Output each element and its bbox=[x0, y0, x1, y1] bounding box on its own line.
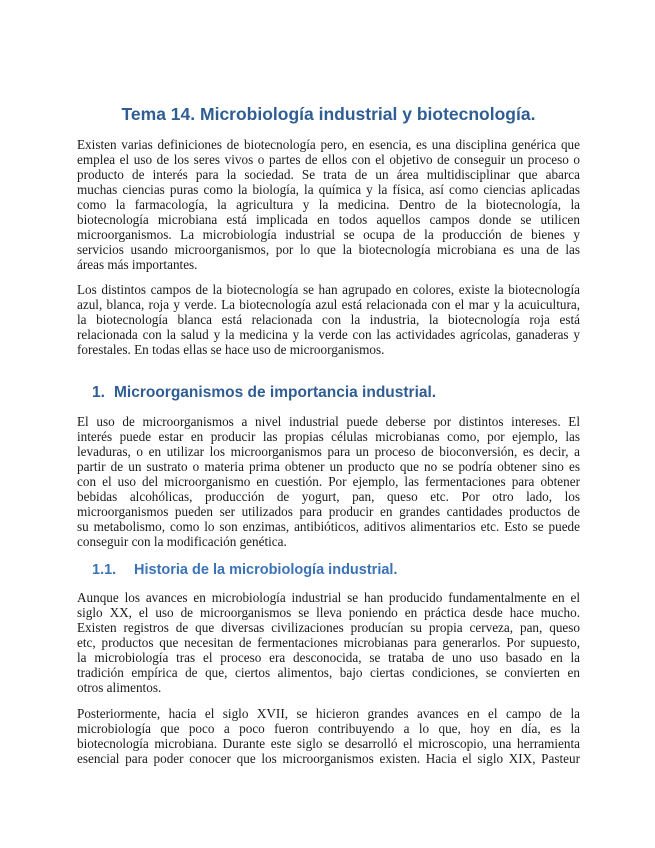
text-line: servicios usando microorganismos, por lo que la biotecnología microbiana es una de las bbox=[77, 242, 580, 257]
section-title: Microorganismos de importancia industrial. bbox=[114, 384, 437, 401]
text-line: azul, blanca, roja y verde. La biotecnología azul está relacionada con el mar y la acuicultura, bbox=[77, 297, 580, 312]
paragraph-history bbox=[77, 590, 580, 695]
text-line: producto de interés para la sociedad. Se trata de un área multidisciplinar que abarca bbox=[77, 167, 580, 182]
text-line: emplea el uso de los seres vivos o partes de ellos con el objetivo de conseguir un proceso o bbox=[77, 152, 580, 167]
section-number: 1.1. bbox=[92, 562, 117, 578]
text-line: levaduras, o en utilizar los microorganismos para un proceso de bioconversión, es decir, a bbox=[77, 444, 580, 459]
text-line: Los distintos campos de la biotecnología se han agrupado en colores, existe la biotecnología bbox=[77, 282, 580, 297]
text-line: esencial para poder conocer que los microorganismos existen. Hacia el siglo XIX, Pasteur bbox=[77, 751, 580, 766]
text-line: microorganismos. La microbiología industrial se ocupa de la producción de bienes y bbox=[77, 227, 580, 242]
text-line: forestales. En todas ellas se hace uso de microorganismos. bbox=[77, 342, 385, 357]
section-heading-1-1 bbox=[92, 562, 397, 578]
section-title: Historia de la microbiología industrial. bbox=[134, 562, 398, 578]
text-line: microorganismos pueden ser utilizados para producir en grandes cantidades productos de bbox=[77, 504, 580, 519]
text-line: otros alimentos. bbox=[77, 680, 162, 695]
text-line: siglo XX, el uso de microorganismos se lleva poniendo en práctica desde hace mucho. bbox=[77, 605, 580, 620]
text-line: como la farmacología, la agricultura y la medicina. Dentro de la biotecnología, la bbox=[77, 197, 580, 212]
text-line: partir de un sustrato o materia prima obtener un producto que no se podría obtener sino es bbox=[77, 459, 580, 474]
section-number: 1. bbox=[92, 384, 105, 401]
text-line: con el uso del microorganismo en cuestión. Por ejemplo, las fermentaciones para obtener bbox=[77, 474, 580, 489]
text-line: Posteriormente, hacia el siglo XVII, se hicieron grandes avances en el campo de la bbox=[77, 706, 580, 721]
text-line: bebidas alcohólicas, producción de yogurt, pan, queso etc. Por otro lado, los bbox=[77, 489, 580, 504]
paragraph-microorganisms bbox=[77, 414, 580, 549]
section-heading-1 bbox=[92, 384, 436, 402]
text-line: El uso de microorganismos a nivel industrial puede deberse por distintos intereses. El bbox=[77, 414, 580, 429]
text-line: interés puede estar en producir las propias células microbianas como, por ejemplo, las bbox=[77, 429, 580, 444]
document-title: Tema 14. Microbiología industrial y biotecnología. bbox=[121, 104, 536, 124]
text-line: áreas más importantes. bbox=[77, 257, 198, 272]
text-line: la biotecnología blanca está relacionada con la industria, la biotecnología roja está bbox=[77, 312, 580, 327]
text-line: Existen registros de que diversas civilizaciones producían su propia cerveza, pan, queso bbox=[77, 620, 580, 635]
text-line: microbiología que poco a poco fueron contribuyendo a lo que, hoy en día, es la bbox=[77, 721, 580, 736]
text-line: conseguir con la modificación genética. bbox=[77, 534, 287, 549]
text-line: biotecnología microbiana. Durante este siglo se desarrolló el microscopio, una herramienta bbox=[77, 736, 580, 751]
text-line: la microbiología tras el proceso era desconocida, se trataba de uno uso basado en la bbox=[77, 650, 580, 665]
paragraph-history-continued bbox=[77, 706, 580, 766]
text-line: Aunque los avances en microbiología industrial se han producido fundamentalmente en el bbox=[77, 590, 580, 605]
text-line: tradición empírica de que, ciertos alimentos, bajo ciertas condiciones, se convierten en bbox=[77, 665, 580, 680]
text-line: muchas ciencias puras como la biología, la química y la física, así como ciencias aplicadas bbox=[77, 182, 580, 197]
paragraph-intro bbox=[77, 137, 580, 272]
text-line: Existen varias definiciones de biotecnología pero, en esencia, es una disciplina genérica que bbox=[77, 137, 580, 152]
text-line: su metabolismo, como lo son enzimas, antibióticos, aditivos alimentarios etc. Esto se puede bbox=[77, 519, 580, 534]
text-line: etc, productos que necesitan de fermentaciones microbianas para generarlos. Por supuesto, bbox=[77, 635, 580, 650]
text-line: biotecnología microbiana está implicada en todos aquellos campos donde se utilicen bbox=[77, 212, 580, 227]
paragraph-biotech-colors bbox=[77, 282, 580, 357]
text-line: relacionada con la salud y la medicina y la verde con las actividades agrícolas, ganaderas y bbox=[77, 327, 580, 342]
